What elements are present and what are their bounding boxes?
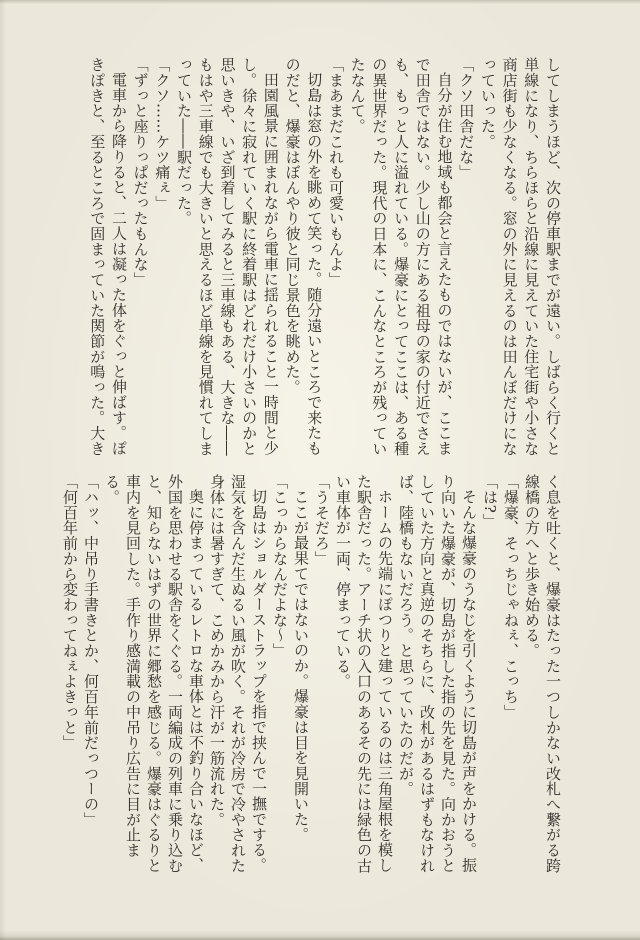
- text-line: 車内を見回した。手作り感満載の中吊り広告に目が止まる。: [103, 474, 142, 858]
- text-line: し。徐々に寂れていく駅に終着駅はどれだけ小さいのかと: [240, 57, 259, 457]
- dialogue-line: 「クソ……ケツ痛ぇ」: [153, 57, 172, 211]
- dialogue-line: 「ずっと座りっぱだったもんな」: [131, 57, 150, 288]
- text-line: 商店街も少なくなる。窓の外に見えるのは田んぼだけにな: [500, 57, 519, 457]
- text-line: たなんて。: [348, 57, 367, 134]
- text-line: で田舎ではない。少し山の方にある祖母の家の付近でさえ: [413, 57, 432, 457]
- dialogue-line: 「うそだろ」: [313, 474, 331, 567]
- dialogue-line: 「は?」: [481, 474, 499, 529]
- text-line: ば、陸橋もないだろう。と思っていたのだが。: [397, 474, 415, 797]
- dialogue-line: 「爆豪、そっちじゃねぇ、こっち」: [502, 474, 520, 720]
- text-line: 自分が住む地域も都会と言えたものではないが、ここま: [435, 72, 454, 457]
- text-line: そんな爆豪のうなじを引くように切島が声をかける。振: [460, 489, 478, 874]
- text-line: ここが最果てではないのか。爆豪は目を見開いた。: [292, 489, 310, 843]
- dialogue-line: 「まあまだこれも可愛いもんよ」: [326, 57, 345, 288]
- text-line: 田園風景に囲まれながら電車に揺られること一時間と少: [261, 72, 280, 457]
- text-line: の異世界だった。現代の日本に、こんなところが残ってい: [370, 57, 389, 457]
- text-line: きぽきと、至るところで固まっていた関節が鳴った。大き: [88, 57, 107, 457]
- text-line: い車体が一両、停まっている。: [334, 474, 352, 689]
- text-line: 線橋の方へと歩き始める。: [523, 474, 541, 659]
- upper-text-block: [86, 57, 563, 457]
- dialogue-line: 「何百年前から変わってねぇよきっと」: [61, 474, 79, 751]
- text-line: 奥に停まっているレトロな車体とは不釣り合いなほど、: [187, 489, 205, 874]
- text-line: 単線になり、ちらほらと沿線に見えていた住宅街や小さな: [522, 57, 541, 457]
- text-line: 切島はショルダーストラップを指で挟んで一撫でする。: [250, 489, 268, 874]
- text-line: っていった。: [478, 57, 497, 150]
- text-line: 身体には暑すぎて、こめかみから汗が一筋流れた。: [208, 474, 226, 828]
- dialogue-line: 「ハッ、中吊り手書きとか、何百年前だっつーの」: [82, 474, 100, 828]
- dialogue-line: 「クソ田舎だな」: [457, 57, 476, 180]
- text-line: も、もっと人に溢れている。爆豪にとってここは、ある種: [392, 57, 411, 457]
- text-line: 思いきや、いざ到着してみると三車線もある、大きな――: [218, 57, 237, 457]
- text-line: もはや三車線でも大きいと思えるほど単線を見慣れてしま: [196, 57, 215, 457]
- text-line: 電車から降りると、二人は凝った体をぐっと伸ばす。ぽ: [109, 72, 128, 457]
- text-line: していた方向と真逆のそちらに、改札があるはずもなけれ: [418, 474, 436, 874]
- text-line: く息を吐くと、爆豪はたった一つしかない改札へ繋がる跨: [544, 474, 562, 874]
- text-line: 外国を思わせる駅舎をくぐる。一両編成の列車に乗り込む: [166, 474, 184, 874]
- lower-text-block: [59, 474, 563, 874]
- text-line: た駅舎だった。アーチ状の入口のあるその先には緑色の古: [355, 474, 373, 874]
- text-line: っていた――駅だった。: [175, 57, 194, 226]
- text-line: してしまうほど、次の停車駅までが遠い。しばらく行くと: [544, 57, 562, 457]
- dialogue-line: 「こっからなんだよな〜」: [271, 474, 289, 659]
- text-line: と、知らないはずの世界に郷愁を感じる。爆豪はぐるりと: [145, 474, 163, 874]
- text-line: り向いた爆豪が、切島が指した指の先を見た。向かおうと: [439, 474, 457, 874]
- text-line: 切島は窓の外を眺めて笑った。随分遠いところで来たも: [305, 72, 324, 457]
- text-line: ホームの先端にぽつりと建っているのは三角屋根を模し: [376, 489, 394, 874]
- text-line: 湿気を含んだ生ぬるい風が吹く。それが冷房で冷やされた: [229, 474, 247, 874]
- text-line: のだと、爆豪はぼんやり彼と同じ景色を眺めた。: [283, 57, 302, 395]
